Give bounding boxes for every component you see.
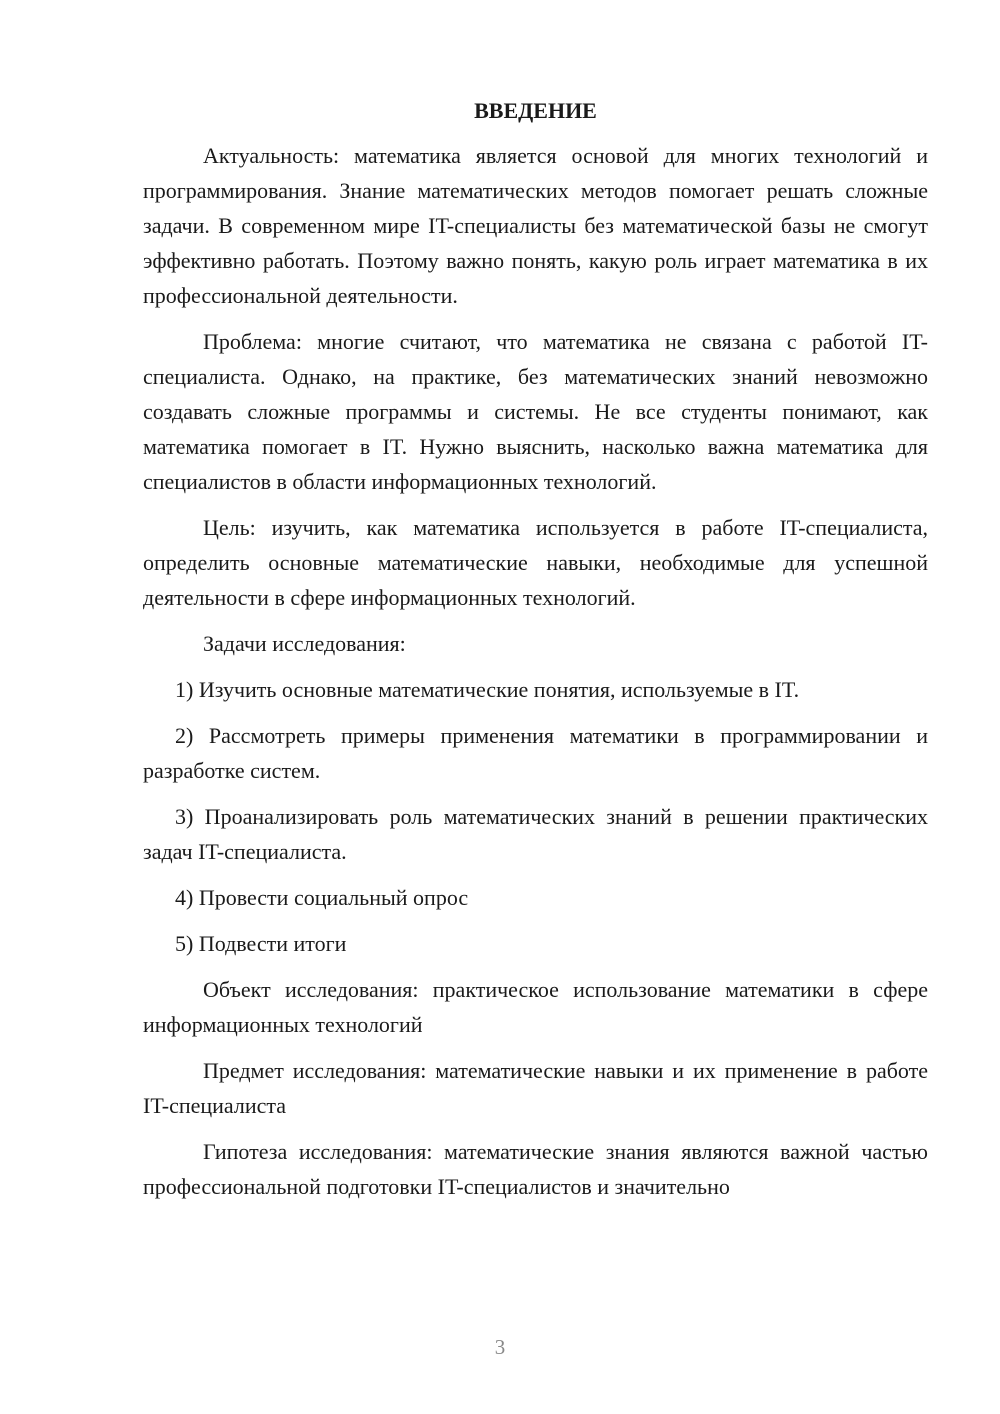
task-item-1: 1) Изучить основные математические понятия, используемые в IT.	[175, 677, 800, 702]
section-title: ВВЕДЕНИЕ	[474, 98, 597, 123]
task-item-2: 2) Рассмотреть примеры применения математики в программировании и разработке систем.	[143, 723, 928, 783]
page-number: 3	[494, 1335, 506, 1359]
paragraph-hypothesis: Гипотеза исследования: математические знания являются важной частью профессиональной подготовки IT-специалистов и значительно	[143, 1139, 928, 1199]
task-item-4: 4) Провести социальный опрос	[175, 885, 469, 910]
paragraph-relevance: Актуальность: математика является основой для многих технологий и программирования. Знание математических методов помогает решать сложные задачи. В современном мире IT-специалисты без математической базы не смогут эффективно работать. Поэтому важно понять, какую роль играет математика в их профессиональной деятельности.	[143, 143, 928, 308]
document-page	[143, 96, 928, 1204]
paragraph-subject: Предмет исследования: математические навыки и их применение в работе IT-специалиста	[143, 1058, 928, 1118]
paragraph-object: Объект исследования: практическое использование математики в сфере информационных технологий	[143, 977, 928, 1037]
task-item-5: 5) Подвести итоги	[175, 931, 347, 956]
task-item-3: 3) Проанализировать роль математических знаний в решении практических задач IT-специалиста.	[143, 804, 928, 864]
paragraph-goal: Цель: изучить, как математика используется в работе IT-специалиста, определить основные математические навыки, необходимые для успешной деятельности в сфере информационных технологий.	[143, 515, 928, 610]
paragraph-problem: Проблема: многие считают, что математика не связана с работой IT-специалиста. Однако, на практике, без математических знаний невозможно создавать сложные программы и системы. Не все студенты понимают, как математика помогает в IT. Нужно выяснить, насколько важна математика для специалистов в области информационных технологий.	[143, 329, 928, 494]
tasks-heading: Задачи исследования:	[203, 631, 406, 656]
